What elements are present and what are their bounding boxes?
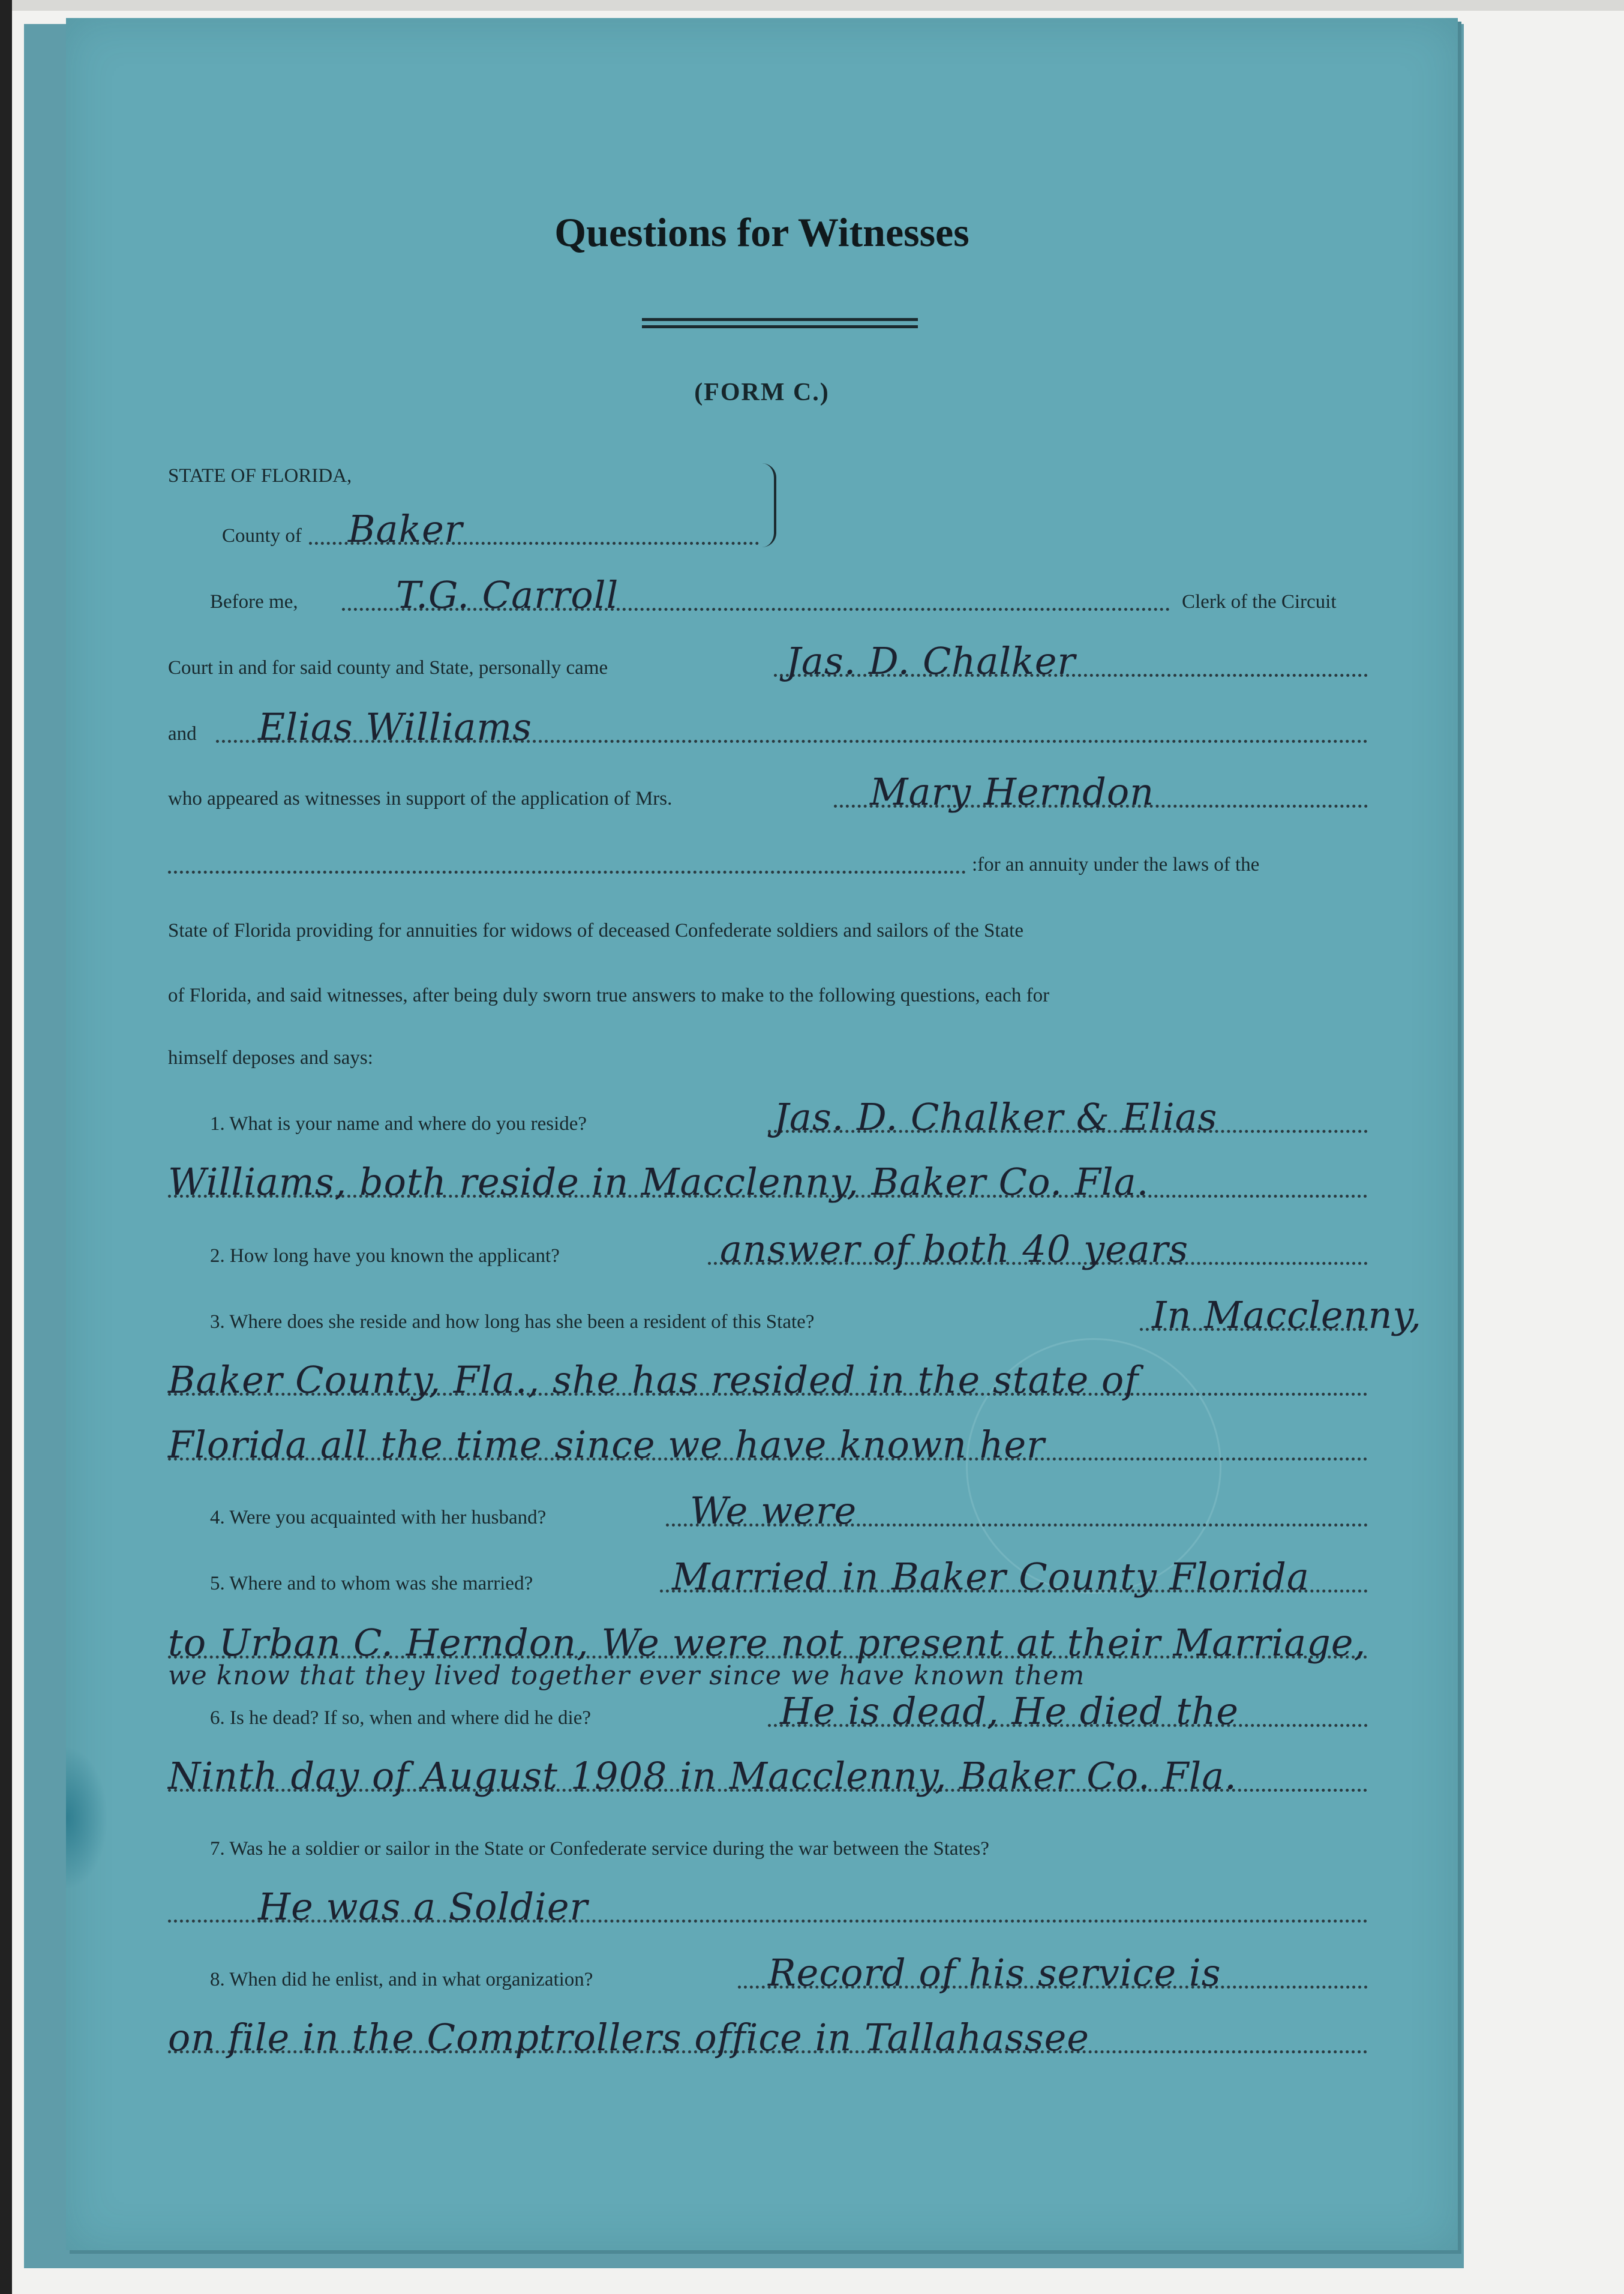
question-6-answer: He is dead, He died the — [780, 1689, 1239, 1733]
paragraph-text-1: State of Florida providing for annuities for widows of deceased Confederate soldiers and sailors of the State — [168, 920, 1023, 941]
title-rule-bottom — [642, 325, 918, 328]
witness1-value: Jas. D. Chalker — [786, 639, 1076, 683]
question-7-answer-line-1: He was a Soldier — [258, 1885, 589, 1929]
question-7-text: 7. Was he a soldier or sailor in the State or Confederate service during the war between the States? — [210, 1838, 989, 1860]
witness2-value: Elias Williams — [258, 705, 532, 749]
paragraph-text-3: himself deposes and says: — [168, 1047, 373, 1069]
court-line — [168, 639, 1368, 688]
question-5-answer-line-2: we know that they lived together ever since we have known them — [168, 1660, 1085, 1691]
and-label: and — [168, 723, 197, 745]
question-7 — [168, 1823, 1368, 1869]
question-1-answer-line-1: Williams, both reside in Macclenny, Baker Co. Fla. — [168, 1160, 1149, 1204]
court-label: Court in and for said county and State, personally came — [168, 657, 608, 679]
question-1 — [168, 1095, 1368, 1144]
annuity-line — [168, 839, 1368, 884]
question-6 — [168, 1689, 1368, 1738]
question-8-answer: Record of his service is — [768, 1951, 1221, 1995]
application-line — [168, 770, 1368, 818]
paragraph-line-1 — [168, 905, 1368, 950]
county-label: County of — [222, 525, 302, 547]
question-8-cont-1 — [168, 2016, 1368, 2064]
scan-edge-left — [0, 0, 12, 2294]
question-4 — [168, 1489, 1368, 1537]
paragraph-text-2: of Florida, and said witnesses, after being duly sworn true answers to make to the following questions, each for — [168, 985, 1050, 1006]
county-value: Baker — [348, 507, 463, 551]
before-me-line — [168, 573, 1368, 622]
paragraph-line-3 — [168, 1032, 1368, 1078]
form-page — [66, 18, 1458, 2250]
question-4-text: 4. Were you acquainted with her husband? — [210, 1507, 547, 1528]
question-3-answer-line-1: Baker County, Fla., she has resided in the state of — [168, 1358, 1139, 1402]
form-label: (FORM C.) — [694, 379, 830, 406]
question-1-text: 1. What is your name and where do you reside? — [210, 1113, 587, 1135]
question-3-text: 3. Where does she reside and how long has she been a resident of this State? — [210, 1311, 815, 1333]
bracket — [762, 463, 776, 547]
question-2-text: 2. How long have you known the applicant? — [210, 1245, 560, 1267]
water-stain — [66, 1746, 108, 1890]
question-2-answer: answer of both 40 years — [720, 1227, 1189, 1271]
question-1-cont-1 — [168, 1160, 1368, 1209]
page-title: Questions for Witnesses — [554, 209, 969, 255]
question-6-text: 6. Is he dead? If so, when and where did he die? — [210, 1707, 592, 1729]
question-8 — [168, 1951, 1368, 1999]
question-5-cont-2 — [168, 1645, 1368, 1691]
question-5-answer: Married in Baker County Florida — [672, 1555, 1310, 1599]
question-6-answer-line-1: Ninth day of August 1908 in Macclenny, Baker Co. Fla. — [168, 1754, 1237, 1798]
question-2 — [168, 1227, 1368, 1276]
clerk-value: T.G. Carroll — [396, 573, 619, 617]
question-3 — [168, 1293, 1422, 1342]
question-3-answer: In Macclenny, — [1152, 1293, 1422, 1337]
question-8-answer-line-1: on file in the Comptrollers office in Tallahassee — [168, 2016, 1090, 2059]
applicant-value: Mary Herndon — [870, 770, 1155, 814]
question-3-cont-2 — [168, 1423, 1368, 1471]
question-3-answer-line-2: Florida all the time since we have known her — [168, 1423, 1045, 1467]
question-6-cont-1 — [168, 1754, 1368, 1803]
question-1-answer: Jas. D. Chalker & Elias — [774, 1095, 1218, 1139]
question-5-answer-line-1: to Urban C. Herndon, We were not present at their Marriage, — [168, 1621, 1367, 1665]
question-5-text: 5. Where and to whom was she married? — [210, 1573, 533, 1594]
title-rule-top — [642, 318, 918, 321]
clerk-suffix: Clerk of the Circuit — [1182, 591, 1337, 613]
question-4-answer: We were — [690, 1489, 857, 1533]
question-8-text: 8. When did he enlist, and in what organization? — [210, 1969, 593, 1990]
paragraph-line-2 — [168, 970, 1368, 1015]
question-5 — [168, 1555, 1368, 1603]
question-3-cont-1 — [168, 1358, 1368, 1407]
question-7-cont-1 — [168, 1885, 1368, 1933]
before-me-label: Before me, — [210, 591, 298, 613]
application-label: who appeared as witnesses in support of the application of Mrs. — [168, 788, 673, 809]
state-label: STATE OF FLORIDA, — [168, 465, 352, 487]
and-line — [168, 705, 1368, 754]
annuity-dots — [168, 871, 966, 874]
annuity-label: :for an annuity under the laws of the — [972, 854, 1260, 875]
scan-edge-top — [0, 0, 1624, 11]
